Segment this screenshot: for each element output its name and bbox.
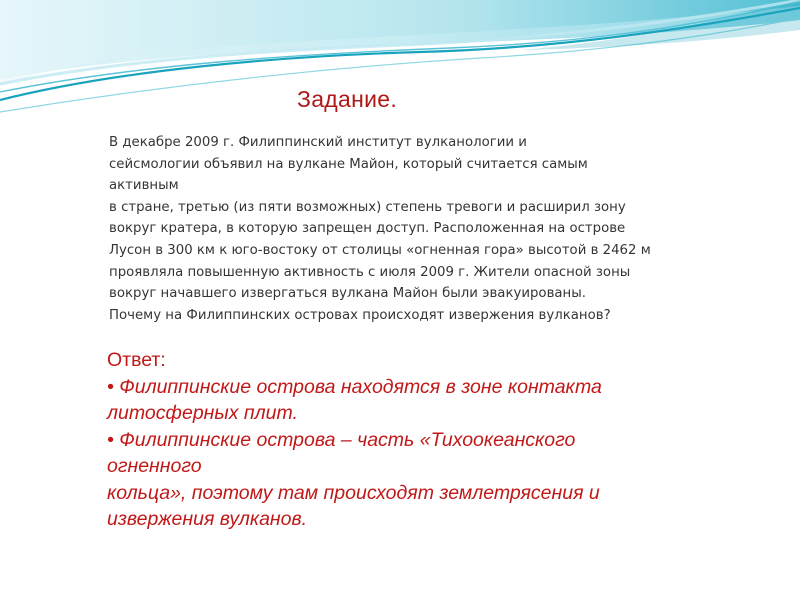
answer-block <box>107 347 707 533</box>
answer-line: огненного <box>107 455 202 477</box>
task-line: вокруг кратера, в которую запрещен доступ. Расположенная на острове <box>109 221 626 237</box>
task-line: В декабре 2009 г. Филиппинский институт вулканологии и <box>109 135 527 150</box>
answer-line: литосферных плит. <box>107 402 298 424</box>
answer-line: • Филиппинские острова – часть «Тихоокеанского <box>107 428 576 451</box>
answer-line: извержения вулканов. <box>107 508 308 530</box>
task-line: Лусон в 300 км к юго-востоку от столицы «огненная гора» высотой в 2462 м <box>109 242 651 258</box>
answer-line: кольца», поэтому там происходят землетрясения и <box>107 481 600 504</box>
task-text <box>109 132 699 326</box>
task-line: активным <box>109 178 179 194</box>
task-line: проявляла повышенную активность с июля 2009 г. Жители опасной зоны <box>109 264 631 280</box>
answer-label: Ответ: <box>107 349 166 371</box>
answer-line: • Филиппинские острова находятся в зоне контакта <box>107 375 602 398</box>
header-wave-decoration <box>0 0 800 130</box>
slide-title: Задание. <box>297 86 398 112</box>
task-line: вокруг начавшего извергаться вулкана Майон были эвакуированы. <box>109 286 586 302</box>
task-line: в стране, третью (из пяти возможных) степень тревоги и расширил зону <box>109 199 626 215</box>
task-question: Почему на Филиппинских островах происходят извержения вулканов? <box>109 307 611 323</box>
task-line: сейсмологии объявил на вулкане Майон, который считается самым <box>109 156 588 172</box>
